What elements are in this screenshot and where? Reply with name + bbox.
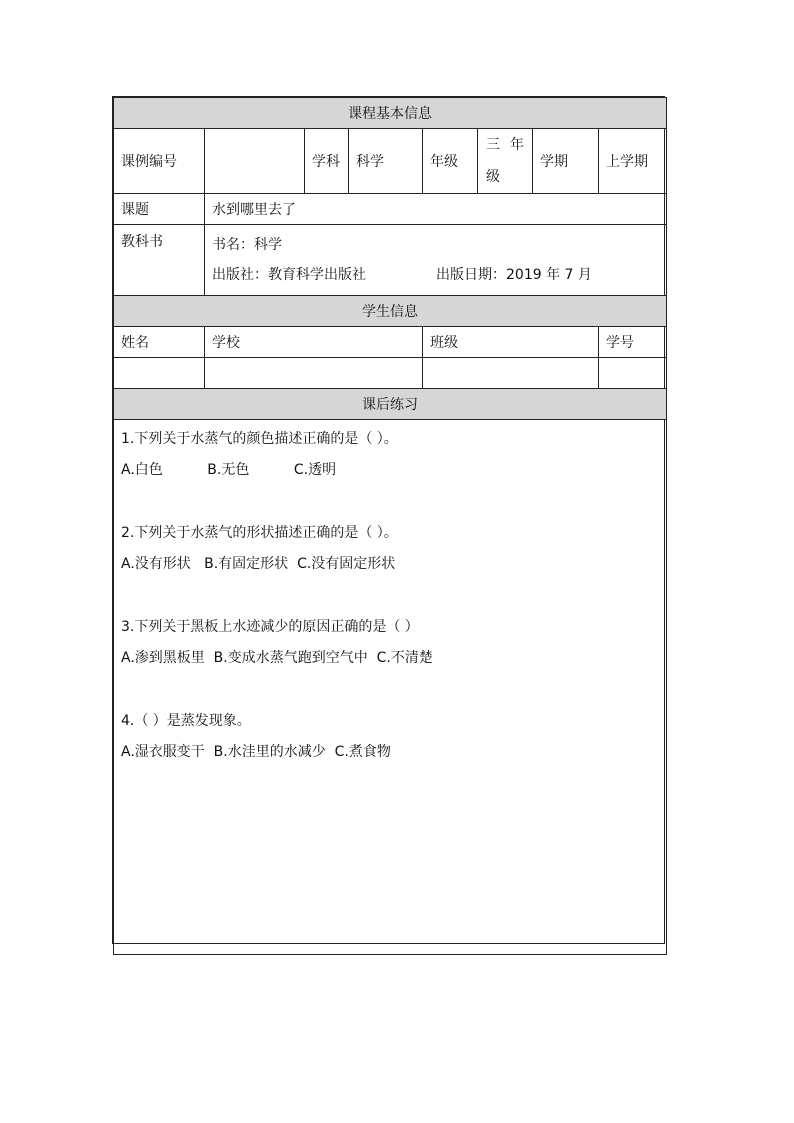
question-options: A.渗到黑板里 B.变成水蒸气跑到空气中 C.不清楚 — [121, 650, 433, 666]
term-value: 上学期 — [599, 129, 667, 194]
info-table — [113, 97, 667, 955]
subject-value: 科学 — [349, 129, 423, 194]
question-1 — [121, 428, 659, 522]
case-no-label: 课例编号 — [114, 129, 205, 194]
id-label: 学号 — [599, 327, 667, 358]
school-field[interactable] — [205, 358, 423, 389]
question-text: 1.下列关于水蒸气的颜色描述正确的是（ ）。 — [121, 431, 398, 447]
exercises-header: 课后练习 — [114, 389, 667, 420]
course-info-header-row — [114, 98, 667, 129]
question-options: A.白色 B.无色 C.透明 — [121, 462, 337, 478]
class-field[interactable] — [423, 358, 599, 389]
question-text: 3.下列关于黑板上水迹减少的原因正确的是（ ） — [121, 619, 419, 635]
question-options: A.湿衣服变干 B.水洼里的水减少 C.煮食物 — [121, 744, 391, 760]
course-meta-row — [114, 129, 667, 194]
term-label: 学期 — [533, 129, 599, 194]
lesson-sheet — [112, 96, 665, 944]
pub-date: 出版日期：2019 年 7 月 — [436, 267, 592, 283]
id-field[interactable] — [599, 358, 667, 389]
grade-value — [478, 129, 533, 194]
topic-label: 课题 — [114, 194, 205, 225]
student-info-header-row — [114, 296, 667, 327]
textbook-row — [114, 225, 667, 296]
exercises-header-row — [114, 389, 667, 420]
case-no-value — [205, 129, 305, 194]
course-info-header: 课程基本信息 — [114, 98, 667, 129]
grade-label: 年级 — [423, 129, 478, 194]
grade-value-part3: 级 — [486, 169, 500, 185]
question-3 — [121, 616, 659, 710]
exercises-row — [114, 420, 667, 955]
student-value-row — [114, 358, 667, 389]
exercises-body — [114, 420, 667, 955]
subject-label: 学科 — [305, 129, 349, 194]
question-text: 4.（ ）是蒸发现象。 — [121, 713, 251, 729]
textbook-label: 教科书 — [114, 225, 205, 296]
topic-value: 水到哪里去了 — [205, 194, 667, 225]
question-options: A.没有形状 B.有固定形状 C.没有固定形状 — [121, 556, 396, 572]
textbook-details — [205, 225, 667, 296]
student-label-row — [114, 327, 667, 358]
question-text: 2.下列关于水蒸气的形状描述正确的是（ ）。 — [121, 525, 398, 541]
question-2 — [121, 522, 659, 616]
grade-value-part2: 年 — [510, 137, 524, 153]
book-name: 书名：科学 — [212, 237, 282, 253]
publisher: 出版社：教育科学出版社 — [212, 267, 366, 283]
class-label: 班级 — [423, 327, 599, 358]
name-field[interactable] — [114, 358, 205, 389]
school-label: 学校 — [205, 327, 423, 358]
name-label: 姓名 — [114, 327, 205, 358]
grade-value-part1: 三 — [486, 137, 500, 153]
student-info-header: 学生信息 — [114, 296, 667, 327]
topic-row — [114, 194, 667, 225]
publisher-line — [212, 260, 659, 290]
question-4 — [121, 710, 659, 804]
